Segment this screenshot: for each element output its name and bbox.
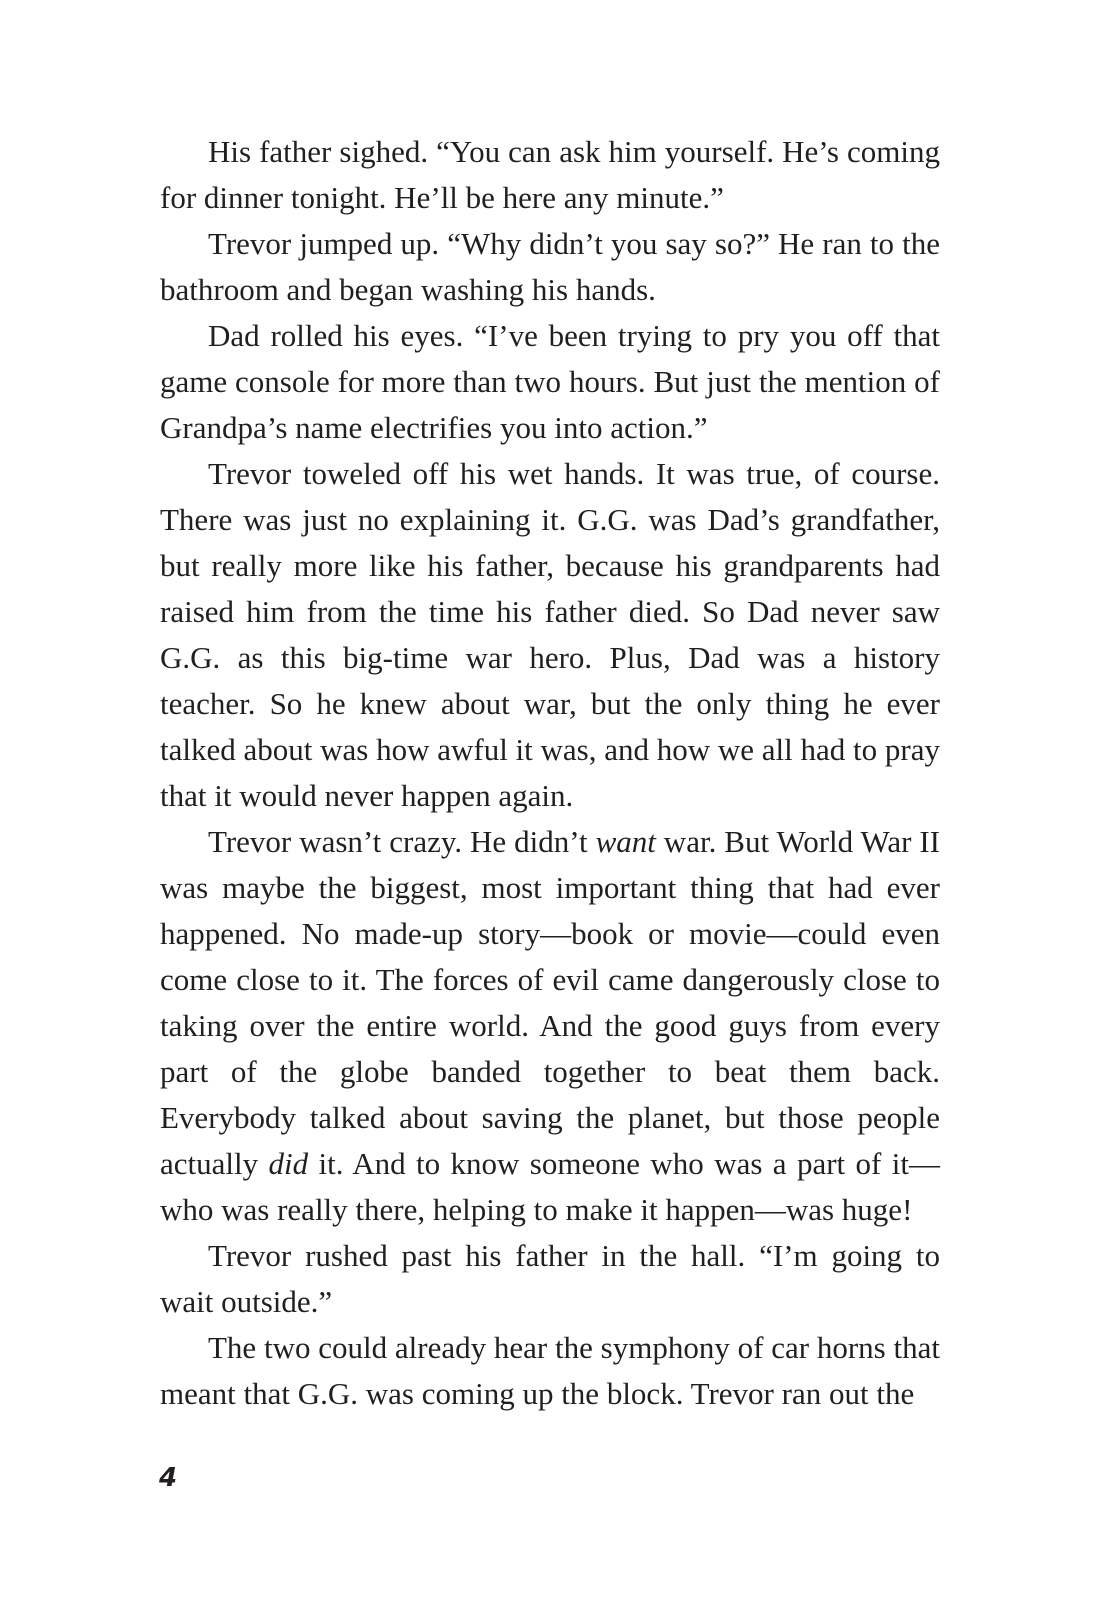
emphasis-did: did — [268, 1146, 309, 1181]
paragraph-3: Dad rolled his eyes. “I’ve been trying to pry you off that game console for more than two hours. But just the mention of Grandpa’s name electrifies you into action.” — [160, 318, 940, 445]
paragraph-7: The two could already hear the symphony of car horns that meant that G.G. was coming up the block. Trevor ran out the — [160, 1330, 940, 1411]
body-text — [160, 129, 940, 1417]
paragraph-1: His father sighed. “You can ask him yourself. He’s coming for dinner tonight. He’ll be here any minute.” — [160, 134, 940, 215]
paragraph-5: Trevor wasn’t crazy. He didn’t want war. But World War II was maybe the biggest, most important thing that had ever happened. No made-up story—book or movie—could even come close to it. The forces of evil came dangerously close to taking over the entire world. And the good guys from every part of the globe banded together to beat them back. Everybody talked about saving the planet, but those people actually did it. And to know someone who was a part of it—who was really there, helping to make it happen—was huge! — [160, 824, 941, 1227]
paragraph-2: Trevor jumped up. “Why didn’t you say so?” He ran to the bathroom and began washing his hands. — [160, 226, 940, 307]
emphasis-want: want — [595, 824, 656, 859]
page-number: 4 — [159, 1463, 178, 1493]
paragraph-6: Trevor rushed past his father in the hall. “I’m going to wait outside.” — [160, 1238, 940, 1319]
paragraph-4: Trevor toweled off his wet hands. It was true, of course. There was just no explaining it. G.G. was Dad’s grandfather, but really more like his father, because his grandparents had raised him from the time his father died. So Dad never saw G.G. as this big-time war hero. Plus, Dad was a history teacher. So he knew about war, but the only thing he ever talked about was how awful it was, and how we all had to pray that it would never happen again. — [160, 456, 940, 813]
